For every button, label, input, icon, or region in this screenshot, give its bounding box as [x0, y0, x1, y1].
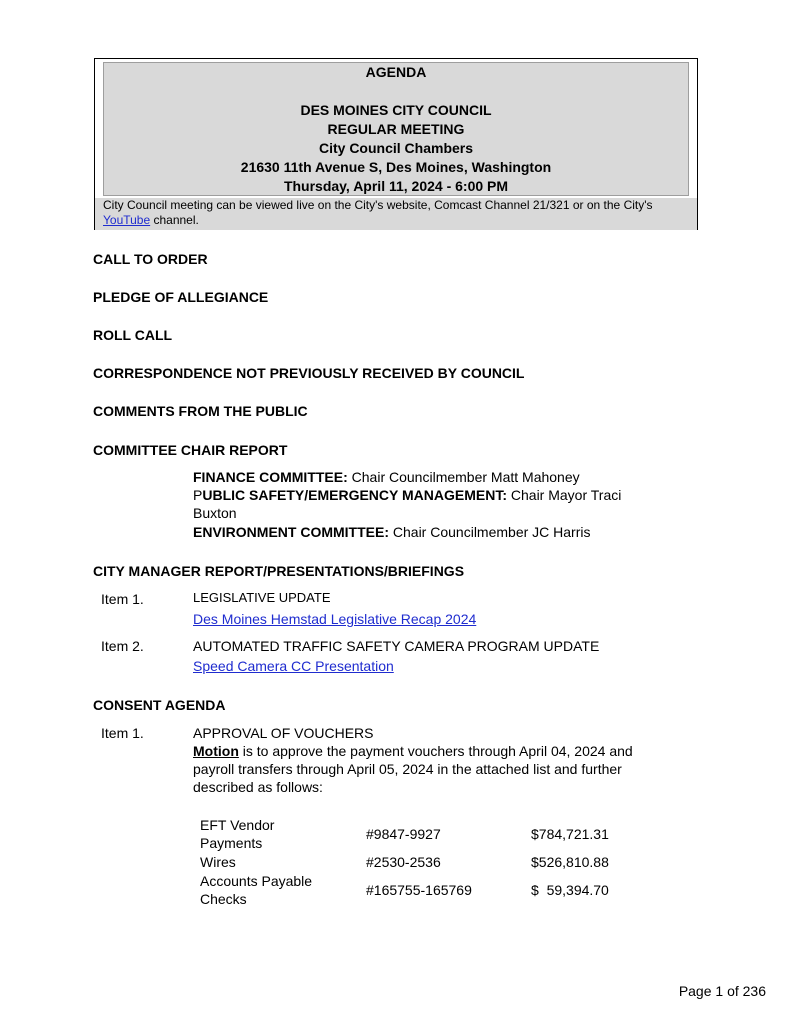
- voucher-numbers-eft: #9847-9927: [366, 826, 441, 842]
- section-public-comments: COMMENTS FROM THE PUBLIC: [93, 403, 308, 419]
- youtube-link[interactable]: YouTube: [103, 213, 151, 227]
- header-datetime: Thursday, April 11, 2024 - 6:00 PM: [283, 178, 509, 194]
- cm-item-2-link[interactable]: Speed Camera CC Presentation: [193, 658, 394, 674]
- header-location: City Council Chambers: [318, 140, 474, 156]
- motion-line-1: [193, 743, 633, 759]
- section-pledge: PLEDGE OF ALLEGIANCE: [93, 289, 269, 305]
- header-council: DES MOINES CITY COUNCIL: [300, 102, 492, 118]
- committee-environment-label: ENVIRONMENT COMMITTEE:: [193, 524, 389, 540]
- committee-environment: [193, 524, 591, 540]
- cm-item-1-title: LEGISLATIVE UPDATE: [193, 590, 331, 605]
- section-call-to-order: CALL TO ORDER: [93, 251, 208, 267]
- section-consent-agenda: CONSENT AGENDA: [93, 697, 226, 713]
- section-correspondence: CORRESPONDENCE NOT PREVIOUSLY RECEIVED BY COUNCIL: [93, 365, 525, 381]
- voucher-type-wires: Wires: [200, 854, 236, 870]
- cm-item-1-link[interactable]: Des Moines Hemstad Legislative Recap 2024: [193, 611, 477, 627]
- section-roll-call: ROLL CALL: [93, 327, 173, 343]
- agenda-header-box: [94, 58, 698, 230]
- motion-label: Motion: [193, 743, 239, 759]
- viewing-note-text: City Council meeting can be viewed live on the City's website, Comcast Channel 21/321 or on the City's: [103, 198, 653, 212]
- cm-item-2-title: AUTOMATED TRAFFIC SAFETY CAMERA PROGRAM UPDATE: [193, 638, 600, 654]
- header-blank: [104, 82, 688, 101]
- voucher-type-eft-2: Payments: [200, 835, 263, 851]
- header-agenda: AGENDA: [365, 64, 427, 80]
- header-meeting-type: REGULAR MEETING: [327, 121, 465, 137]
- viewing-note: [103, 198, 689, 228]
- committee-finance-label: FINANCE COMMITTEE:: [193, 469, 348, 485]
- committee-public-safety: [193, 487, 621, 503]
- committee-finance-chair: Chair Councilmember Matt Mahoney: [347, 469, 580, 485]
- voucher-type-eft-1: EFT Vendor: [200, 817, 275, 833]
- motion-text-1: is to approve the payment vouchers through April 04, 2024 and: [238, 743, 633, 759]
- cm-item-2-label: Item 2.: [101, 638, 144, 654]
- viewing-note-end: channel.: [150, 213, 199, 227]
- voucher-amount-eft: $784,721.31: [531, 826, 609, 842]
- committee-public-safety-prefix: P: [193, 487, 203, 503]
- committee-public-safety-cont: Buxton: [193, 505, 237, 521]
- section-city-manager-report: CITY MANAGER REPORT/PRESENTATIONS/BRIEFINGS: [93, 563, 465, 579]
- voucher-amount-wires: $526,810.88: [531, 854, 609, 870]
- cm-item-1-label: Item 1.: [101, 591, 144, 607]
- header-address: 21630 11th Avenue S, Des Moines, Washington: [240, 159, 552, 175]
- consent-item-1-title: APPROVAL OF VOUCHERS: [193, 725, 374, 741]
- consent-item-1-label: Item 1.: [101, 725, 144, 741]
- committee-finance: [193, 469, 580, 485]
- page-number: Page 1 of 236: [678, 983, 766, 999]
- voucher-type-ap-1: Accounts Payable: [200, 873, 313, 889]
- voucher-type-ap-2: Checks: [200, 891, 247, 907]
- motion-line-2: payroll transfers through April 05, 2024 in the attached list and further: [193, 761, 622, 777]
- committee-environment-chair: Chair Councilmember JC Harris: [389, 524, 591, 540]
- voucher-numbers-ap: #165755-165769: [366, 882, 472, 898]
- committee-public-safety-label: UBLIC SAFETY/EMERGENCY MANAGEMENT:: [202, 487, 507, 503]
- voucher-numbers-wires: #2530-2536: [366, 854, 441, 870]
- voucher-amount-ap: $ 59,394.70: [531, 882, 609, 898]
- motion-line-3: described as follows:: [193, 779, 323, 795]
- committee-public-safety-chair: Chair Mayor Traci: [507, 487, 622, 503]
- agenda-header: [103, 62, 689, 196]
- section-committee-chair-report: COMMITTEE CHAIR REPORT: [93, 442, 288, 458]
